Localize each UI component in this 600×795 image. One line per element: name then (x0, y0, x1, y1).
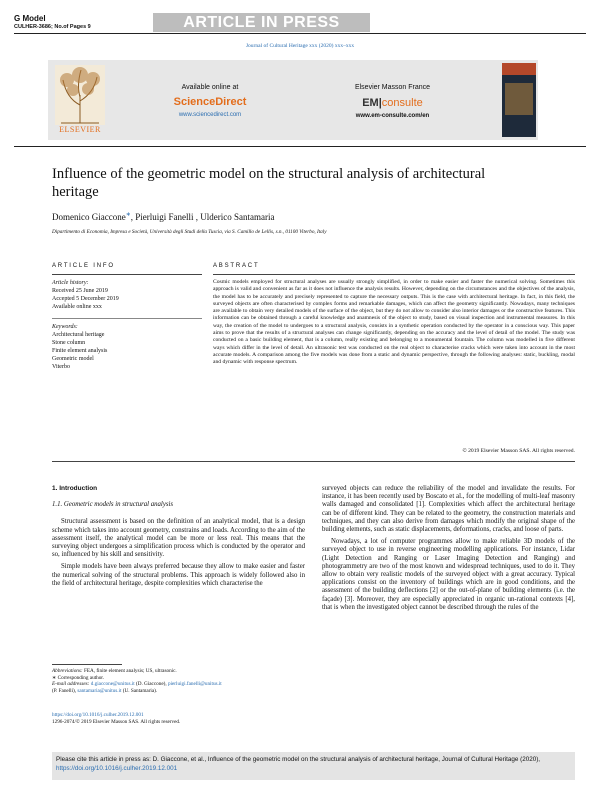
affiliation: Dipartimento di Economia, Impresa e Società, Università degli Studi della Tuscia, via S. Camillo de Lellis, s.n., 01100 Viterbo, Italy (52, 229, 327, 235)
abbreviations-footnote (52, 668, 312, 675)
top-divider (14, 33, 586, 34)
available-online-label: Available online at (181, 84, 239, 91)
article-in-press-text: ARTICLE IN PRESS (183, 14, 340, 31)
elsevier-tree-logo-icon (55, 65, 105, 125)
sciencedirect-url-link[interactable]: www.sciencedirect.com (178, 112, 242, 118)
g-model-label: G Model (14, 14, 46, 23)
history-accepted: Accepted 5 December 2019 (52, 296, 119, 302)
elsevier-masson-label: Elsevier Masson France (354, 84, 431, 91)
article-in-press-banner (153, 13, 370, 32)
citation-doi-link[interactable]: https://doi.org/10.1016/j.culher.2019.12.001 (56, 765, 178, 772)
history-label: Article history: (52, 280, 89, 286)
publisher-banner (48, 60, 538, 140)
abstract-rule (213, 274, 575, 275)
abstract-bottom-rule (52, 461, 575, 462)
corresponding-author-mark[interactable]: ∗ (125, 212, 131, 218)
article-reference: CULHER-3686; No.of Pages 9 (14, 24, 91, 30)
footnotes (52, 668, 312, 694)
subsection-heading: 1.1. Geometric models in structural analysis (52, 501, 174, 509)
citation-text (56, 755, 571, 773)
body-paragraph: Nowadays, a lot of computer programmes allow to make reliable 3D models of the surveyed object to use in reverse engineering modelling applications. For instance, Lidar (Light Detection and Ranging or Laser Imaging Detection and Ranging) and photogrammetry are two of the most known and widespread techniques, used to do it. They allow to obtain very realistic models of the surveyed object with a great accuracy. Typical applications consist on the inventory of buildings which are in good conditions, and the assessment of the building deflections [2] or the out-of-plane of building elements (i.e. the façade) [3]. Moreover, they are especially appreciated in organic un-rational contexts [4], that is when the investigated object cannot be described through the rules of the (322, 538, 575, 611)
body-column-left (52, 485, 305, 592)
section-heading: 1. Introduction (52, 485, 98, 492)
sciencedirect-logo: ScienceDirect (173, 96, 247, 108)
em-suffix: consulte (381, 97, 423, 109)
keyword-item: Stone column (52, 340, 86, 346)
keyword-item: Geometric model (52, 356, 94, 362)
corresponding-author-note: ∗ Corresponding author. (52, 674, 105, 681)
keyword-item: Viterbo (52, 364, 70, 370)
em-prefix: EM| (362, 97, 382, 109)
keywords-label: Keywords: (52, 324, 78, 330)
keyword-item: Finite element analysis (52, 348, 108, 354)
cover-band (502, 63, 536, 75)
abstract-copyright: © 2019 Elsevier Masson SAS. All rights reserved. (462, 448, 575, 454)
email-name: (P. Fanelli), (52, 687, 78, 694)
article-info-heading: ARTICLE INFO (52, 263, 115, 269)
author-first: Domenico Giaccone (52, 212, 126, 222)
abstract-heading: ABSTRACT (213, 263, 260, 269)
doi-link[interactable]: https://doi.org/10.1016/j.culher.2019.12.001 (52, 712, 144, 718)
citation-prefix: Please cite this article in press as: D. Giaccone, et al., Influence of the geometric model on the structural analysis of architectural heritage, Journal of Cultural Heritage (2020), (56, 756, 541, 763)
abbreviations-text: FEA, finite element analysis; US, ultrasonic. (82, 668, 177, 674)
journal-cover-thumbnail[interactable] (502, 63, 536, 137)
history-online: Available online xxx (52, 304, 102, 310)
elsevier-wordmark: ELSEVIER (59, 125, 101, 134)
email-name: (U. Santamaria). (121, 687, 158, 694)
article-title: Influence of the geometric model on the structural analysis of architectural heritage (52, 166, 486, 200)
email-label: E-mail addresses: (52, 681, 90, 688)
journal-line[interactable]: Journal of Cultural Heritage xxx (2020) xxx–xxx (245, 43, 355, 49)
author-rest: , Pierluigi Fanelli , Ulderico Santamaria (130, 212, 275, 222)
body-column-right (322, 485, 575, 616)
keyword-item: Architectural heritage (52, 332, 105, 338)
body-paragraph: Simple models have been always preferred because they allow to make easier and faster the numerical solving of the structural problems. This approach is widely followed also in the field of architectural heritage, despite complexities which characterise the (52, 563, 305, 587)
article-info-rule (52, 274, 202, 275)
doi-block (52, 712, 312, 725)
banner-divider (14, 146, 586, 147)
abstract-text: Cosmic models employed for structural analyses are usually strongly simplified, in order to make easier and faster the numerical solving. Sometimes this approach is valid and convenient as far as it does not influence the analysis results. However, depending on the circumstances and the objectives of the analysis, the model has to be accurately and precisely represented to capture the necessary outputs. This is the case with architectural heritage. In fact, in this field, the surveyed objects are often characterised by complex forms and remarkable damages, which can affect the geometry significantly. Nowadays, many techniques are available to obtain very detailed models of the surface of the object, but they do not allow to consider also interior damages or the constructive features. This information can be obtained through a careful knowledge and anamnesis of the object to study, based on visual inspection and instrumental measures. In this way, the creation of the model to undergoes to a structural analysis, consists in a synthetic operation conducted by the operator in a conscious way. This paper aims to prove that the results of a structural analyses can change significantly, depending on the accuracy and the level of detail of the model. The study was conducted on a basic building element, that is a column, really existing and belonging to a monumental fountain. The column was modelled in five different ways which differ in the level of detail. An ultrasonic test was conducted on the real object to characterise cracks which were taken into account in the most accurate models. A comparison among the five models was done from a static and dynamic perspective, through the following analyses: static, buckling, modal and dynamic with response spectrum. (213, 279, 575, 366)
keywords-block (52, 323, 202, 371)
email-link-fanelli[interactable]: pierluigi.fanelli@unitus.it (167, 681, 222, 688)
email-link-giaccone[interactable]: d.giaccone@unitus.it (90, 681, 135, 688)
email-name: (D. Giaccone), (134, 681, 168, 688)
body-paragraph: Structural assessment is based on the definition of an analytical model, that is a design scheme which takes into account geometry, constrains and loads. According to the aim of the assessment itself, the analytical model can be more or less real. This means that the surveying object undergoes a simplification process which is conducted by the operator and so, influenced by his skill and sensitivity. (52, 518, 305, 559)
em-consulte-logo (330, 97, 455, 109)
abbreviations-label: Abbreviations: (52, 668, 83, 674)
body-paragraph: surveyed objects can reduce the reliability of the model and invalidate the results. For instance, it has been recently used by Boscato et al., for the modelling of multi-leaf masonry walls damaged and consolidated [1]. Complexities which affect the architectural heritage can be of different kind. They can be related to the geometry, the construction materials and techniques, and they can also derive from damages which modify the original shape of the building elements, such as static displacements, deformations, cracks, and loose of parts. (322, 485, 575, 534)
author-list (52, 211, 274, 222)
article-history (52, 279, 202, 311)
issn-line: 1296-2074/© 2019 Elsevier Masson SAS. All rights reserved. (52, 718, 181, 725)
email-addresses (52, 681, 312, 694)
footnote-rule (52, 664, 122, 665)
cover-picture (505, 83, 533, 115)
email-link-santamaria[interactable]: santamaria@unitus.it (77, 687, 122, 694)
em-consulte-url-link[interactable]: www.em-consulte.com/en (355, 113, 430, 119)
article-info-subrule (52, 318, 202, 319)
history-received: Received 25 June 2019 (52, 288, 108, 294)
